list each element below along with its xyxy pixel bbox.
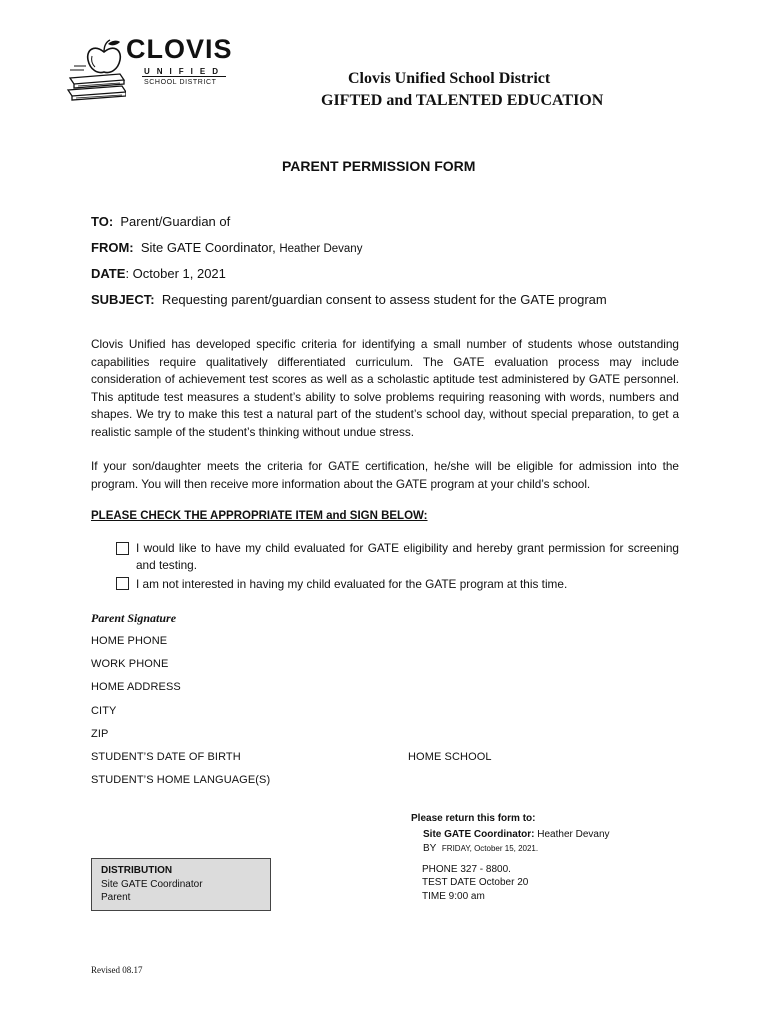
return-heading: Please return this form to: xyxy=(411,813,536,824)
check-heading: PLEASE CHECK THE APPROPRIATE ITEM and SIGN BELOW: xyxy=(91,510,428,522)
city-label: CITY xyxy=(91,705,117,717)
body-paragraph-2: If your son/daughter meets the criteria for GATE certification, he/she will be eligible for admission into the program. You will then receive more information about the GATE program at your child’s school. xyxy=(91,459,679,491)
district-heading: Clovis Unified School District xyxy=(348,70,551,87)
logo-unified-text: UNIFIED xyxy=(144,67,225,76)
by-label: BY xyxy=(423,843,437,854)
form-title: PARENT PERMISSION FORM xyxy=(282,158,476,174)
distribution-line-1: Site GATE Coordinator xyxy=(101,879,203,890)
work-phone-label: WORK PHONE xyxy=(91,658,169,670)
return-coordinator xyxy=(423,829,610,840)
return-time: TIME 9:00 am xyxy=(422,891,485,902)
logo-district-text: SCHOOL DISTRICT xyxy=(144,79,217,86)
zip-label: ZIP xyxy=(91,728,109,740)
from-name: Heather Devany xyxy=(279,243,363,255)
memo-to xyxy=(91,214,230,229)
from-value: Site GATE Coordinator, xyxy=(140,240,276,255)
home-phone-label: HOME PHONE xyxy=(91,635,168,647)
home-language-label: STUDENT’S HOME LANGUAGE(S) xyxy=(91,774,271,786)
body-paragraph-1: Clovis Unified has developed specific criteria for identifying a small number of students whose outstanding capabilities require qualitatively differentiated curriculum. The GATE evaluation process may include consideration of achievement test scores as well as a scholastic aptitude test administered by GATE personnel. This aptitude test measures a student’s ability to solve problems requiring reasoning with words, numbers and shapes. We try to make this test a natural part of the student’s school day, without special preparation, to get a realistic sample of the student’s thinking without undue stress. xyxy=(91,337,679,439)
grant-permission-checkbox[interactable] xyxy=(116,542,129,555)
distribution-heading: DISTRIBUTION xyxy=(101,865,173,876)
apple-books-icon xyxy=(64,34,126,104)
decline-checkbox[interactable] xyxy=(116,577,129,590)
logo-rule xyxy=(142,76,226,77)
from-label: FROM: xyxy=(91,240,134,255)
subject-label: SUBJECT: xyxy=(91,292,155,307)
to-value: Parent/Guardian of xyxy=(120,214,231,229)
date-label: DATE xyxy=(91,266,126,281)
memo-from xyxy=(91,240,362,255)
memo-date xyxy=(91,266,226,281)
by-date: FRIDAY, October 15, 2021. xyxy=(441,844,539,853)
grant-permission-label: I would like to have my child evaluated for GATE eligibility and hereby grant permission for screening and testing. xyxy=(136,541,679,572)
to-label: TO: xyxy=(91,214,114,229)
distribution-box xyxy=(91,858,271,911)
dob-label: STUDENT’S DATE OF BIRTH xyxy=(91,751,241,763)
parent-signature-label: Parent Signature xyxy=(91,611,177,625)
revised-footer: Revised 08.17 xyxy=(91,965,143,975)
return-phone: PHONE 327 - 8800. xyxy=(422,864,511,875)
memo-subject xyxy=(91,292,607,307)
return-by xyxy=(423,843,538,854)
home-school-label: HOME SCHOOL xyxy=(408,751,492,763)
return-test-date: TEST DATE October 20 xyxy=(422,877,529,888)
subject-value: Requesting parent/guardian consent to assess student for the GATE program xyxy=(161,292,607,307)
distribution-line-2: Parent xyxy=(101,892,131,903)
coordinator-name: Heather Devany xyxy=(537,829,610,840)
date-value: : October 1, 2021 xyxy=(125,266,226,281)
program-heading: GIFTED and TALENTED EDUCATION xyxy=(321,92,604,109)
district-logo xyxy=(64,34,244,104)
decline-label: I am not interested in having my child evaluated for the GATE program at this time. xyxy=(136,577,568,591)
coordinator-label: Site GATE Coordinator: xyxy=(423,829,535,840)
logo-wordmark: CLOVIS xyxy=(126,34,233,64)
home-address-label: HOME ADDRESS xyxy=(91,681,181,693)
